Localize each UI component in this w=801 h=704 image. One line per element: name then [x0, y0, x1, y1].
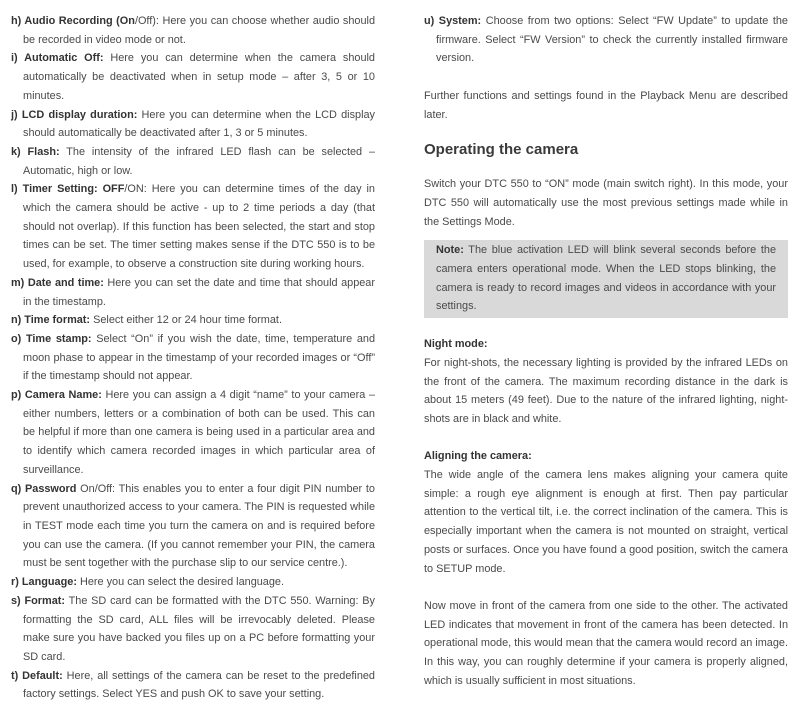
- setting-automatic-off: [11, 49, 375, 105]
- setting-text: On/Off: This enables you to enter a four digit PIN number to prevent unauthorized access to your camera. The PIN is requested while in TEST mode each time you turn the camera on and is required before you can use the camera. (If you cannot remember your PIN, the camera must be sent together with the purchase slip to our service centre.).: [23, 482, 375, 570]
- setting-format: [11, 592, 375, 667]
- setting-text: /ON: Here you can determine times of the day in which the camera should be active - up to 2 time periods a day (that should not overlap). If this function has been selected, the start and stop times can be set. The timer setting makes sense if the DTC 550 is to be used, for example, to observe a construction site during working hours.: [23, 183, 375, 271]
- setting-key: m) Date and time:: [11, 276, 104, 289]
- left-column: [11, 12, 375, 704]
- setting-text: Here you can assign a 4 digit “name” to your camera – either numbers, letters or a combination of both can be used. This can be helpful if more than one camera is being used in a particular area and to identify which camera recorded images in which particular area of surveillance.: [23, 389, 376, 476]
- setting-text: Select either 12 or 24 hour time format.: [90, 314, 282, 327]
- setting-system: [424, 12, 788, 68]
- setting-camera-name: [11, 386, 375, 480]
- setting-time-format: [11, 311, 375, 330]
- setting-key: q) Password: [11, 482, 77, 495]
- night-mode-paragraph: For night-shots, the necessary lighting is provided by the infrared LEDs on the front of the camera. The maximum recording distance in the dark is about 15 meters (49 feet). Due to the nature of the infrared lighting, night-shots are in black and white.: [424, 356, 788, 425]
- note-box: [424, 240, 788, 318]
- setting-text: Here you can determine when the camera should automatically be deactivated when in setup mode – after 3, 5 or 10 minutes.: [23, 52, 375, 102]
- setting-text: /Off): Here you can choose whether audio should be recorded in video mode or not.: [23, 15, 376, 46]
- movement-paragraph: Now move in front of the camera from one side to the other. The activated LED indicates that movement in front of the camera has been detected. In operational mode, this would mean that the camera would record an image. In this way, you can roughly determine if your camera is properly aligned, which is usually sufficient in most situations.: [424, 599, 788, 687]
- setting-text: Choose from two options: Select “FW Update” to update the firmware. Select “FW Version” to check the currently installed firmware version.: [436, 15, 788, 65]
- setting-time-stamp: [11, 330, 375, 386]
- setting-flash: [11, 143, 375, 180]
- setting-key: s) Format:: [11, 594, 66, 607]
- aligning-title: Aligning the camera:: [424, 450, 532, 463]
- setting-key: r) Language:: [11, 576, 77, 589]
- switch-on-paragraph: Switch your DTC 550 to “ON” mode (main switch right). In this mode, your DTC 550 will automatically use the most previous settings made while in the Settings Mode.: [424, 178, 788, 228]
- night-mode-title: Night mode:: [424, 338, 488, 351]
- setting-key: i) Automatic Off:: [11, 52, 104, 65]
- right-column: [424, 12, 788, 690]
- aligning-paragraph: The wide angle of the camera lens makes aligning your camera quite simple: a rough eye alignment is enough at first. Then pay particular attention to the vertical tilt, i.e. the correct inclination of the camera. This is especially important when the camera is not mounted on straight, vertical posts or surfaces. Once you have found a good position, switch the camera to SETUP mode.: [424, 469, 788, 575]
- note-label: Note:: [436, 244, 464, 257]
- setting-key: u) System:: [424, 15, 482, 27]
- setting-text: Here you can set the date and time that should appear in the timestamp.: [23, 276, 375, 308]
- setting-key: n) Time format:: [11, 314, 91, 327]
- setting-language: [11, 573, 375, 592]
- setting-text: Here you can determine when the LCD display should automatically be deactivated after 1, 3 or 5 minutes.: [23, 108, 375, 140]
- section-heading: Operating the camera: [424, 141, 579, 159]
- setting-text: Here, all settings of the camera can be reset to the predefined factory settings. Select YES and push OK to save your setting.: [23, 669, 375, 701]
- setting-text: The intensity of the infrared LED flash can be selected – Automatic, high or low.: [23, 145, 376, 177]
- note-text: The blue activation LED will blink several seconds before the camera enters operational mode. When the LED stops blinking, the camera is ready to record images and videos in accordance with your settings.: [436, 244, 776, 313]
- setting-key: p) Camera Name:: [11, 389, 102, 402]
- setting-key: t) Default:: [11, 669, 63, 682]
- setting-default: [11, 667, 375, 704]
- setting-lcd-display-duration: [11, 106, 375, 143]
- setting-text: Here you can select the desired language.: [76, 576, 285, 589]
- setting-text: The SD card can be formatted with the DTC 550. Warning: By formatting the SD card, ALL files will be irrevocably deleted. Please make sure you have backed you files up on a PC before formatting your SD card.: [23, 594, 375, 663]
- setting-key: k) Flash:: [11, 145, 60, 158]
- setting-password: [11, 480, 375, 574]
- setting-key: h) Audio Recording (On: [11, 15, 135, 27]
- further-functions-text: Further functions and settings found in the Playback Menu are described later.: [424, 89, 788, 121]
- setting-key: l) Timer Setting: OFF: [11, 183, 125, 196]
- setting-text: Select “On” if you wish the date, time, temperature and moon phase to appear in the timestamp of your recorded images or “Off” if the timestamp should not appear.: [23, 332, 375, 383]
- setting-audio-recording: [11, 12, 375, 49]
- setting-key: j) LCD display duration:: [11, 108, 138, 121]
- setting-date-time: [11, 274, 375, 311]
- setting-timer: [11, 180, 375, 274]
- setting-key: o) Time stamp:: [11, 332, 92, 345]
